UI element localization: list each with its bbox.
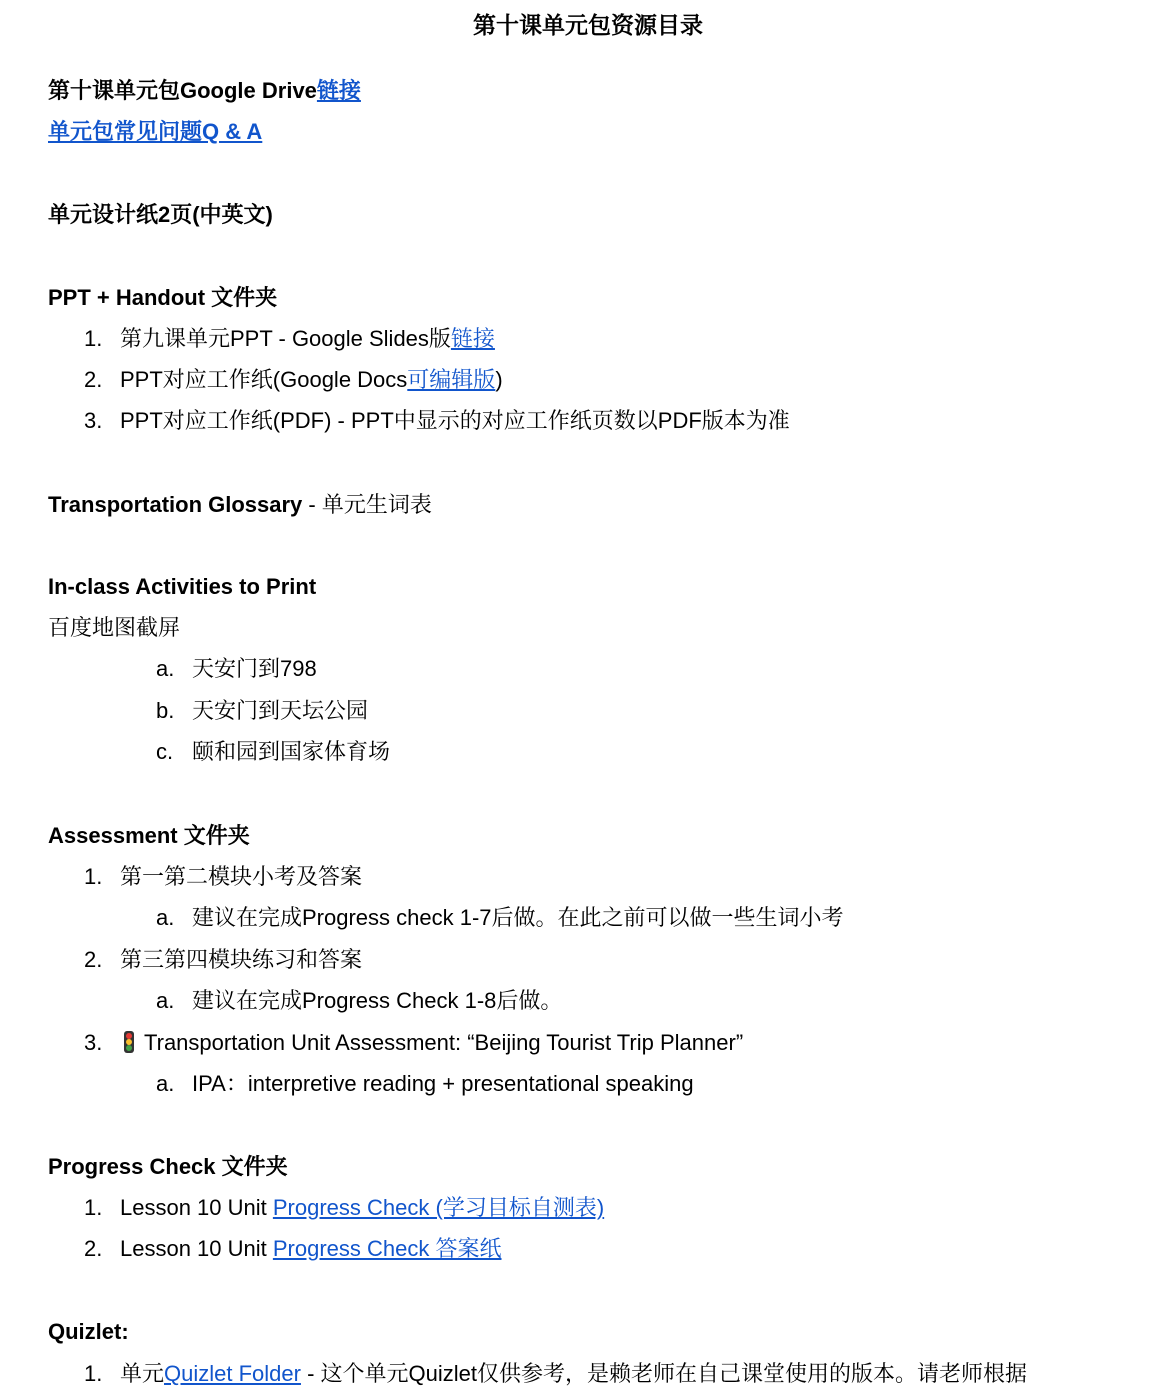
activities-subheading: 百度地图截屏 xyxy=(48,615,181,640)
editable-docs-link[interactable]: 可编辑版 xyxy=(407,367,496,392)
list-item-text: Lesson 10 Unit xyxy=(120,1236,273,1261)
quizlet-heading: Quizlet: xyxy=(48,1319,129,1344)
glossary-line xyxy=(48,489,432,521)
list-item-text: 第九课单元PPT - Google Slides版 xyxy=(120,326,451,351)
activities-heading: In-class Activities to Print xyxy=(48,574,317,599)
progress-heading: Progress Check 文件夹 xyxy=(48,1154,288,1179)
list-item xyxy=(0,364,1160,396)
list-number: 2. xyxy=(84,367,103,392)
drive-line xyxy=(48,75,361,107)
list-letter: b. xyxy=(156,698,175,723)
list-number: 1. xyxy=(84,1361,103,1386)
list-item-text: 建议在完成Progress Check 1-8后做。 xyxy=(192,988,563,1013)
list-item xyxy=(0,323,1160,355)
list-number: 3. xyxy=(84,1030,103,1055)
list-number: 1. xyxy=(84,864,103,889)
list-number: 3. xyxy=(84,408,103,433)
list-item-text: 颐和园到国家体育场 xyxy=(192,739,391,764)
list-item xyxy=(0,861,1160,893)
drive-link[interactable]: 链接 xyxy=(316,78,361,103)
list-letter: c. xyxy=(156,739,174,764)
list-item-text: PPT对应工作纸(PDF) - PPT中显示的对应工作纸页数以PDF版本为准 xyxy=(120,408,790,433)
list-item xyxy=(0,653,1160,685)
list-item-text: 天安门到天坛公园 xyxy=(192,698,369,723)
list-item-text: 单元 xyxy=(120,1361,165,1386)
list-item xyxy=(0,1027,1160,1059)
list-item-text: 第一第二模块小考及答案 xyxy=(120,864,363,889)
list-number: 1. xyxy=(84,1195,103,1220)
list-item-text: 天安门到798 xyxy=(192,656,317,681)
traffic-light-icon xyxy=(124,1031,134,1053)
list-item-text-after: - 这个单元Quizlet仅供参考，是赖老师在自己课堂使用的版本。请老师根据 xyxy=(300,1361,1027,1386)
ppt-heading: PPT + Handout 文件夹 xyxy=(48,285,278,310)
list-item-text: 第三第四模块练习和答案 xyxy=(120,947,363,972)
faq-link[interactable]: 单元包常见问题Q & A xyxy=(48,119,263,144)
list-item-text: IPA：interpretive reading + presentational speaking xyxy=(192,1071,694,1096)
list-number: 2. xyxy=(84,947,103,972)
list-item-text: PPT对应工作纸(Google Docs xyxy=(120,367,408,392)
glossary-title: Transportation Glossary xyxy=(48,492,303,517)
list-letter: a. xyxy=(156,988,175,1013)
list-item-text-after: ) xyxy=(495,367,503,392)
list-letter: a. xyxy=(156,1071,175,1096)
list-item-text: 建议在完成Progress check 1-7后做。在此之前可以做一些生词小考 xyxy=(192,905,844,930)
list-letter: a. xyxy=(156,656,175,681)
list-letter: a. xyxy=(156,905,175,930)
glossary-desc: - 单元生词表 xyxy=(302,492,432,517)
drive-text: 第十课单元包Google Drive xyxy=(48,78,317,103)
design-line: 单元设计纸2页(中英文) xyxy=(48,202,273,227)
assessment-heading: Assessment 文件夹 xyxy=(48,823,250,848)
list-item xyxy=(0,405,1160,437)
list-item xyxy=(0,1358,1160,1390)
faq-line xyxy=(48,116,262,148)
list-item-text: Lesson 10 Unit xyxy=(120,1195,273,1220)
list-item xyxy=(0,1192,1160,1224)
list-number: 2. xyxy=(84,1236,103,1261)
list-item xyxy=(0,1233,1160,1265)
list-item xyxy=(0,902,1160,934)
list-item xyxy=(0,695,1160,727)
page-title: 第十课单元包资源目录 xyxy=(473,12,703,38)
list-item xyxy=(0,944,1160,976)
answer-sheet-link[interactable]: Progress Check 答案纸 xyxy=(272,1236,502,1261)
progress-check-link[interactable]: Progress Check (学习目标自测表) xyxy=(272,1195,605,1220)
quizlet-folder-link[interactable]: Quizlet Folder xyxy=(164,1361,301,1386)
ppt-slides-link[interactable]: 链接 xyxy=(450,326,495,351)
list-item xyxy=(0,1068,1160,1100)
list-item xyxy=(0,736,1160,768)
list-item xyxy=(0,985,1160,1017)
list-number: 1. xyxy=(84,326,103,351)
list-item-text: Transportation Unit Assessment: “Beijing Tourist Trip Planner” xyxy=(144,1030,744,1055)
